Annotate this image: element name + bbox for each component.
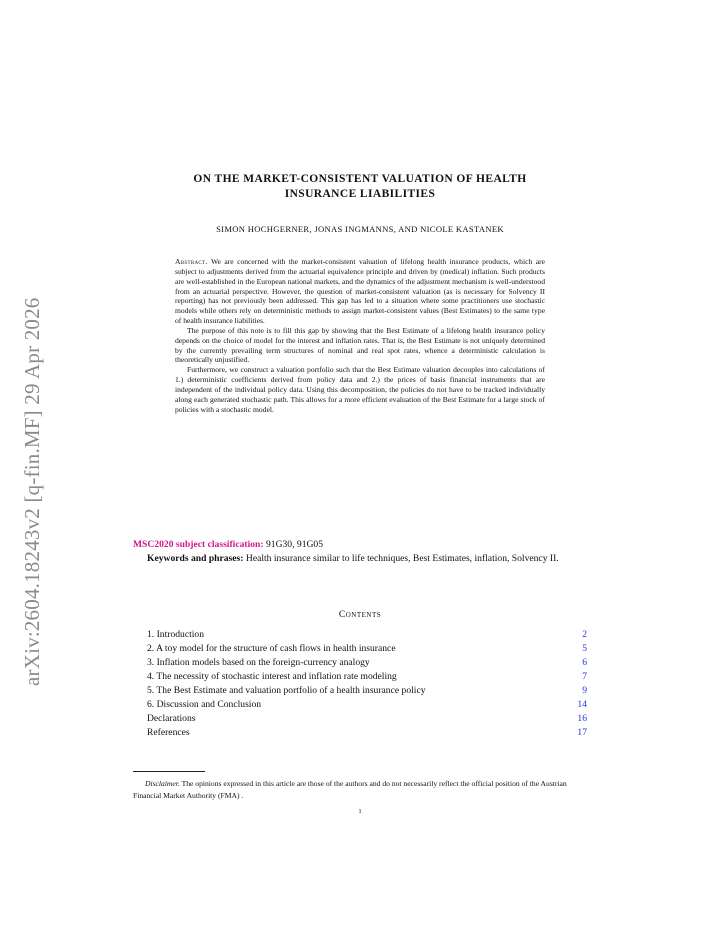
toc-entry[interactable]: [147, 698, 587, 712]
toc-entry[interactable]: [147, 656, 587, 670]
disclaimer-label: Disclaimer.: [145, 779, 180, 788]
footnote-rule: [133, 771, 205, 772]
abstract-paragraph-1: [175, 257, 545, 326]
toc-page-link[interactable]: 6: [582, 657, 587, 668]
toc-entry[interactable]: [147, 712, 587, 726]
page-number: 1: [358, 808, 362, 815]
toc-entry-label: 5. The Best Estimate and valuation portfolio of a health insurance policy: [147, 685, 426, 696]
msc-line: [133, 538, 587, 552]
toc-page-link[interactable]: 14: [577, 699, 587, 710]
arxiv-identifier-stamp: arXiv:2604.18243v2 [q-fin.MF] 29 Apr 2026: [20, 297, 44, 686]
contents-heading: Contents: [338, 609, 382, 620]
table-of-contents: [147, 628, 587, 740]
disclaimer-text: The opinions expressed in this article are those of the authors and do not necessarily reflect the official position of the Austrian Financial Market Authority (FMA) .: [133, 779, 567, 800]
toc-entry-label: 6. Discussion and Conclusion: [147, 699, 262, 710]
toc-entry[interactable]: [147, 726, 587, 740]
toc-entry-label: 4. The necessity of stochastic interest and inflation rate modeling: [147, 671, 397, 682]
toc-page-link[interactable]: 9: [582, 685, 587, 696]
toc-entry[interactable]: [147, 628, 587, 642]
toc-entry[interactable]: [147, 670, 587, 684]
classification-block: [133, 538, 587, 565]
author-list: SIMON HOCHGERNER, JONAS INGMANNS, AND NICOLE KASTANEK: [216, 224, 504, 234]
abstract-paragraph-3: Furthermore, we construct a valuation portfolio such that the Best Estimate valuation decouples into calculations of 1.) deterministic coefficients derived from policy data and 2.) the prices of basis financial instruments that are independent of the individual policy data. Using this decomposition, the policies do not have to be tracked individually along each generated stochastic path. This allows for a more efficient evaluation of the Best Estimate for a large stock of policies with a stochastic model.: [175, 365, 545, 414]
toc-page-link[interactable]: 17: [577, 727, 587, 738]
abstract-text-1: We are concerned with the market-consistent valuation of lifelong health insurance products, which are subject to adjustments derived from the actuarial equivalence principle and driven by (medical) inflation. Such products are well-established in the European national markets, and the dynamics of the adjustment mechanism is well-understood from an actuarial perspective. However, the question of market-consistent valuation (as is necessary for Solvency II reporting) has not previously been addressed. This gap has led to a situation where some practitioners use stochastic models while others rely on deterministic methods to assign market-consistent values (Best Estimates) to the same type of health insurance liabilities.: [175, 257, 545, 326]
msc-codes: 91G30, 91G05: [265, 539, 324, 550]
toc-page-link[interactable]: 2: [582, 629, 587, 640]
toc-entry[interactable]: [147, 684, 587, 698]
msc-label: MSC2020 subject classification:: [133, 539, 264, 550]
toc-entry[interactable]: [147, 642, 587, 656]
abstract-paragraph-2: The purpose of this note is to fill this gap by showing that the Best Estimate of a lifelong health insurance policy depends on the choice of model for the interest and inflation rates. That is, the Best Estimate is not uniquely determined by the currently prevailing term structures of nominal and real spot rates, whence a deterministic calculation is theoretically unjustified.: [175, 325, 545, 365]
toc-entry-label: 1. Introduction: [147, 629, 205, 640]
toc-page-link[interactable]: 5: [582, 643, 587, 654]
disclaimer-footnote: [133, 778, 587, 801]
toc-page-link[interactable]: 16: [577, 713, 587, 724]
toc-entry-label: 2. A toy model for the structure of cash flows in health insurance: [147, 643, 396, 654]
arxiv-side-stamp-wrapper: [12, 240, 52, 700]
title-line-2: INSURANCE LIABILITIES: [284, 188, 436, 200]
title-line-1: ON THE MARKET-CONSISTENT VALUATION OF HEALTH: [193, 173, 527, 185]
toc-entry-label: 3. Inflation models based on the foreign-currency analogy: [147, 657, 370, 668]
toc-page-link[interactable]: 7: [582, 671, 587, 682]
keywords-line: [133, 552, 587, 566]
abstract-label: Abstract.: [175, 257, 208, 266]
keywords-text: Health insurance similar to life techniques, Best Estimates, inflation, Solvency II.: [245, 552, 559, 564]
abstract: [175, 257, 545, 415]
toc-entry-label: References: [147, 727, 190, 738]
toc-entry-label: Declarations: [147, 713, 196, 724]
paper-title: [133, 172, 587, 202]
keywords-label: Keywords and phrases:: [147, 552, 244, 564]
